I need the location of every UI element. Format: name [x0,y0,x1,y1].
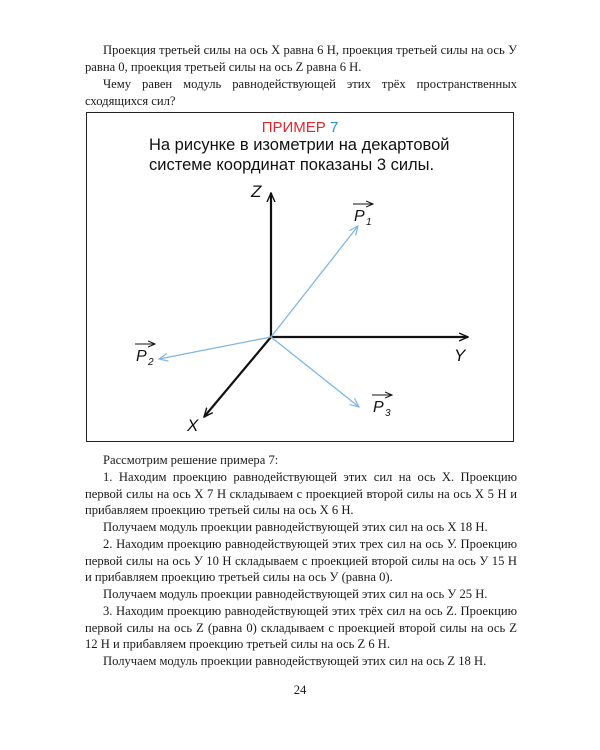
force-p3-label [372,395,392,419]
solution-step-3: 3. Находим проекцию равнодействующей этих трёх сил на ось Z. Проекцию первой силы на ось Z (равна 0) складываем с проекцией второй силы на ось Z 12 Н и прибавляем проекцию третьей силы на ось Z 6 Н. [85,604,517,652]
figure-description: На рисунке в изометрии на декартовой системе координат показаны 3 силы. [149,136,450,174]
solution-step-1: 1. Находим проекцию равнодействующей этих сил на ось X. Проекцию первой силы на ось X 7 Н складываем с проекцией второй силы на ось X 5 Н и прибавляем проекцию третьей силы на ось X 6 Н. [85,470,517,518]
y-axis-label: Y [454,346,466,365]
solution-step-2: 2. Находим проекцию равнодействующей этих трех сил на ось У. Проекцию первой силы на ось У 10 Н складываем с проекцией второй силы на ось У 15 Н и прибавляем проекцию третьей силы на ось У (равна 0). [85,537,517,585]
solution-result-3: Получаем модуль проекции равнодействующей этих сил на ось Z 18 Н. [103,654,487,668]
svg-text:3: 3 [385,408,391,419]
svg-text:1: 1 [366,217,372,228]
intro-question: Чему равен модуль равнодействующей этих трёх пространственных сходящихся сил? [85,77,517,108]
intro-paragraph-1: Проекция третьей силы на ось X равна 6 Н, проекция третьей силы на ось У равна 0, проекция третьей силы на ось Z равна 6 Н. [85,43,517,74]
force-p1-vector [271,226,358,337]
example-word: ПРИМЕР [261,119,326,136]
svg-text:P: P [136,348,147,365]
force-p3-vector [271,337,359,407]
coordinate-diagram [87,113,515,443]
svg-text:P: P [354,208,365,225]
solution-result-2: Получаем модуль проекции равнодействующей этих сил на ось У 25 Н. [103,587,488,601]
force-p1-label [353,204,373,228]
solution-result-1: Получаем модуль проекции равнодействующей этих сил на ось X 18 Н. [103,520,488,534]
example-number: 7 [329,119,339,136]
page-number: 24 [293,683,307,697]
example-figure [86,112,514,442]
svg-text:2: 2 [148,357,154,368]
x-axis [204,337,271,417]
z-axis-label: Z [251,182,262,201]
force-p2-label [135,344,155,368]
svg-text:P: P [373,399,384,416]
x-axis-label: X [187,416,199,435]
solution-heading: Рассмотрим решение примера 7: [103,453,279,467]
